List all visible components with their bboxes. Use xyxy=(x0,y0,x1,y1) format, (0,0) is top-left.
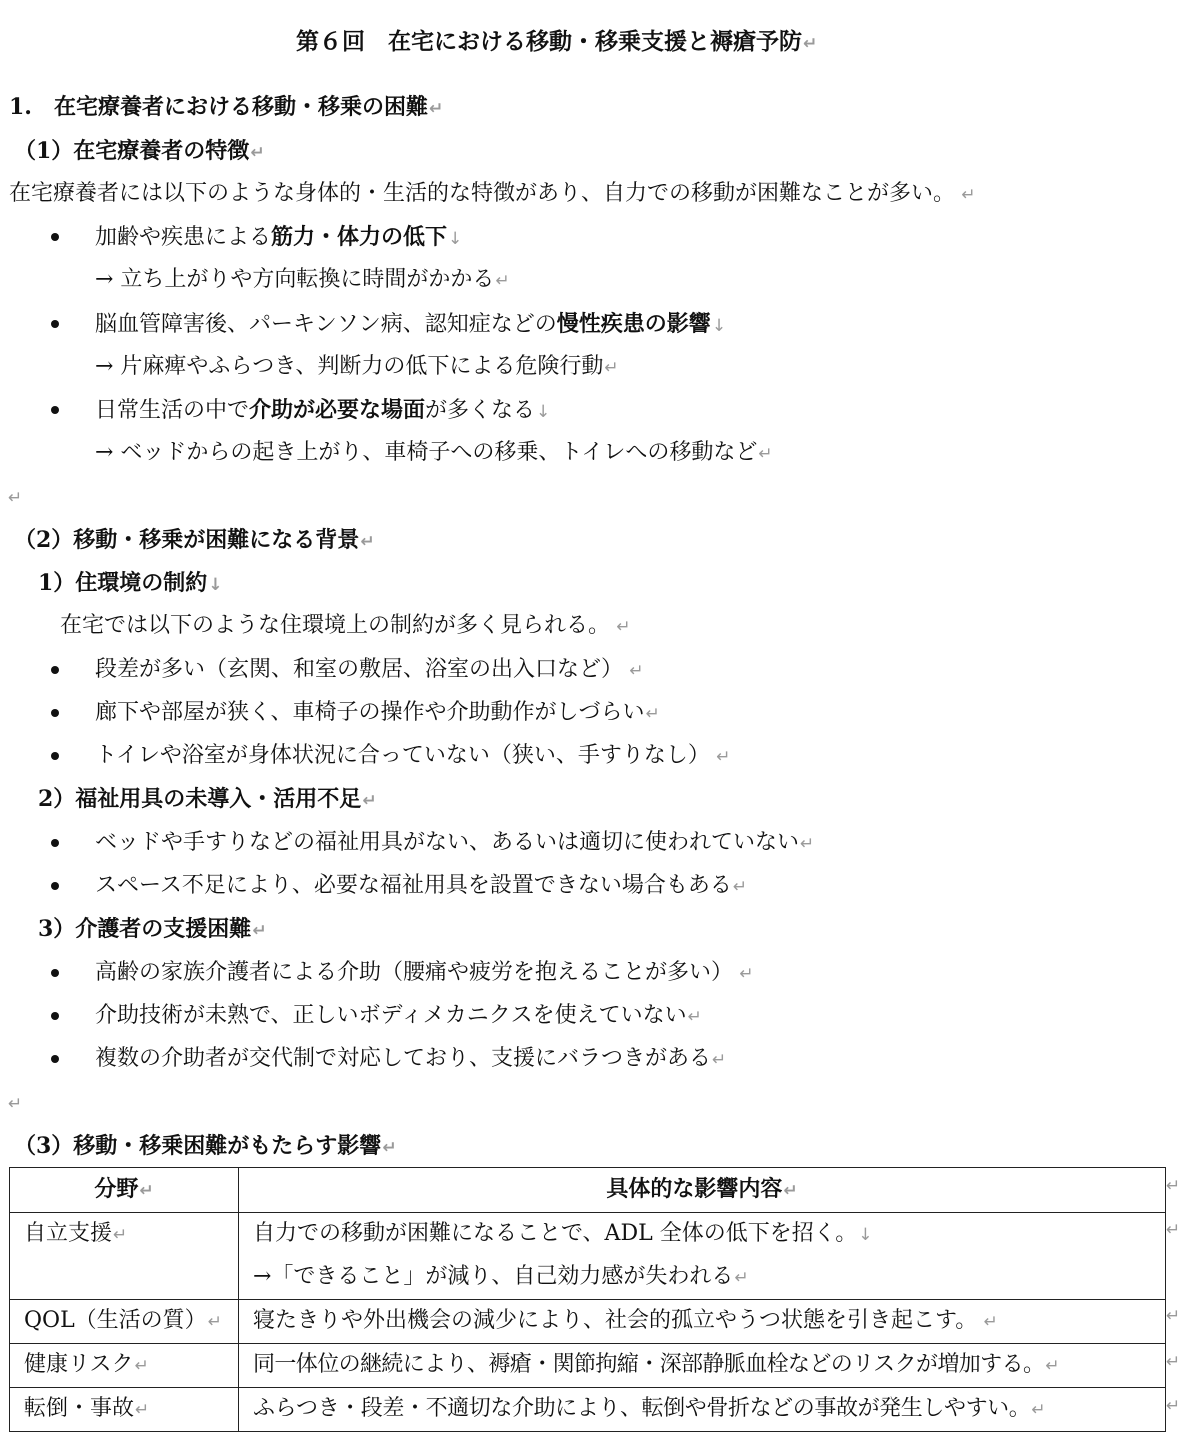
table-cell-field: QOL（生活の質）↵ xyxy=(10,1300,239,1344)
list-item: 脳血管障害後、パーキンソン病、認知症などの慢性疾患の影響↓ xyxy=(95,311,727,337)
group-intro: 在宅では以下のような住環境上の制約が多く見られる。 ↵ xyxy=(60,613,631,638)
intro-paragraph: 在宅療養者には以下のような身体的・生活的な特徴があり、自力での移動が困難なことが多い。 ↵ xyxy=(9,181,976,206)
table-row xyxy=(10,1213,1166,1300)
subsection-heading-2: （2）移動・移乗が困難になる背景↵ xyxy=(14,527,375,553)
table-cell-field: 転倒・事故↵ xyxy=(10,1388,239,1432)
empty-paragraph: ↵ xyxy=(8,1094,23,1114)
subsection-heading-3: （3）移動・移乗困難がもたらす影響↵ xyxy=(14,1133,397,1159)
impact-table xyxy=(9,1167,1166,1432)
list-item-detail: → 立ち上がりや方向転換に時間がかかる↵ xyxy=(95,267,510,292)
table-row xyxy=(10,1300,1166,1344)
bullet-icon xyxy=(51,958,61,968)
empty-paragraph: ↵ xyxy=(8,488,23,508)
table-header-cell: 分野↵ xyxy=(10,1168,239,1213)
table-cell-field: 健康リスク↵ xyxy=(10,1344,239,1388)
section-heading: 1. 在宅療養者における移動・移乗の困難↵ xyxy=(9,94,444,120)
table-header-cell: 具体的な影響内容↵ xyxy=(239,1168,1166,1213)
bullet-icon xyxy=(51,309,61,319)
bullet-icon xyxy=(51,395,61,405)
bullet-icon xyxy=(51,828,61,838)
document-title: 第６回 在宅における移動・移乗支援と褥瘡予防↵ xyxy=(296,28,818,55)
bullet-icon xyxy=(51,741,61,751)
list-item: トイレや浴室が身体状況に合っていない（狭い、手すりなし） ↵ xyxy=(95,743,731,768)
bullet-icon xyxy=(51,698,61,708)
group-heading-3: 3）介護者の支援困難↵ xyxy=(38,916,267,942)
table-cell-content: 自力での移動が困難になることで、ADL 全体の低下を招く。↓ →「できること」が減り、自己効力感が失われる↵ xyxy=(239,1213,1166,1300)
list-item: 加齢や疾患による筋力・体力の低下↓ xyxy=(95,224,463,250)
table-cell-field: 自立支援↵ xyxy=(10,1213,239,1300)
table-row xyxy=(10,1344,1166,1388)
list-item-detail: → ベッドからの起き上がり、車椅子への移乗、トイレへの移動など↵ xyxy=(95,440,773,465)
bullet-icon xyxy=(51,655,61,665)
bullet-icon xyxy=(51,1044,61,1054)
table-row xyxy=(10,1388,1166,1432)
list-item: 高齢の家族介護者による介助（腰痛や疲労を抱えることが多い） ↵ xyxy=(95,960,754,985)
list-item-detail: → 片麻痺やふらつき、判断力の低下による危険行動↵ xyxy=(95,354,619,379)
list-item: 段差が多い（玄関、和室の敷居、浴室の出入口など） ↵ xyxy=(95,657,644,682)
list-item: 廊下や部屋が狭く、車椅子の操作や介助動作がしづらい↵ xyxy=(95,700,660,725)
bullet-icon xyxy=(51,871,61,881)
table-header-row xyxy=(10,1168,1166,1213)
list-item: 日常生活の中で介助が必要な場面が多くなる↓ xyxy=(95,397,551,423)
row-end-mark: ↵ xyxy=(1166,1396,1181,1416)
group-heading-1: 1）住環境の制約↓ xyxy=(38,570,223,596)
table-cell-content: ふらつき・段差・不適切な介助により、転倒や骨折などの事故が発生しやすい。↵ xyxy=(239,1388,1166,1432)
list-item: 複数の介助者が交代制で対応しており、支援にバラつきがある↵ xyxy=(95,1046,727,1071)
table-cell-content: 同一体位の継続により、褥瘡・関節拘縮・深部静脈血栓などのリスクが増加する。↵ xyxy=(239,1344,1166,1388)
group-heading-2: 2）福祉用具の未導入・活用不足↵ xyxy=(38,786,377,812)
bullet-icon xyxy=(51,1001,61,1011)
row-end-mark: ↵ xyxy=(1166,1220,1181,1240)
table-cell-content: 寝たきりや外出機会の減少により、社会的孤立やうつ状態を引き起こす。 ↵ xyxy=(239,1300,1166,1344)
row-end-mark: ↵ xyxy=(1166,1176,1181,1196)
bullet-icon xyxy=(51,222,61,232)
row-end-mark: ↵ xyxy=(1166,1306,1181,1326)
list-item: スペース不足により、必要な福祉用具を設置できない場合もある↵ xyxy=(95,873,748,898)
row-end-mark: ↵ xyxy=(1166,1352,1181,1372)
subsection-heading-1: （1）在宅療養者の特徴↵ xyxy=(14,138,265,164)
list-item: 介助技術が未熟で、正しいボディメカニクスを使えていない↵ xyxy=(95,1003,702,1028)
list-item: ベッドや手すりなどの福祉用具がない、あるいは適切に使われていない↵ xyxy=(95,830,815,855)
